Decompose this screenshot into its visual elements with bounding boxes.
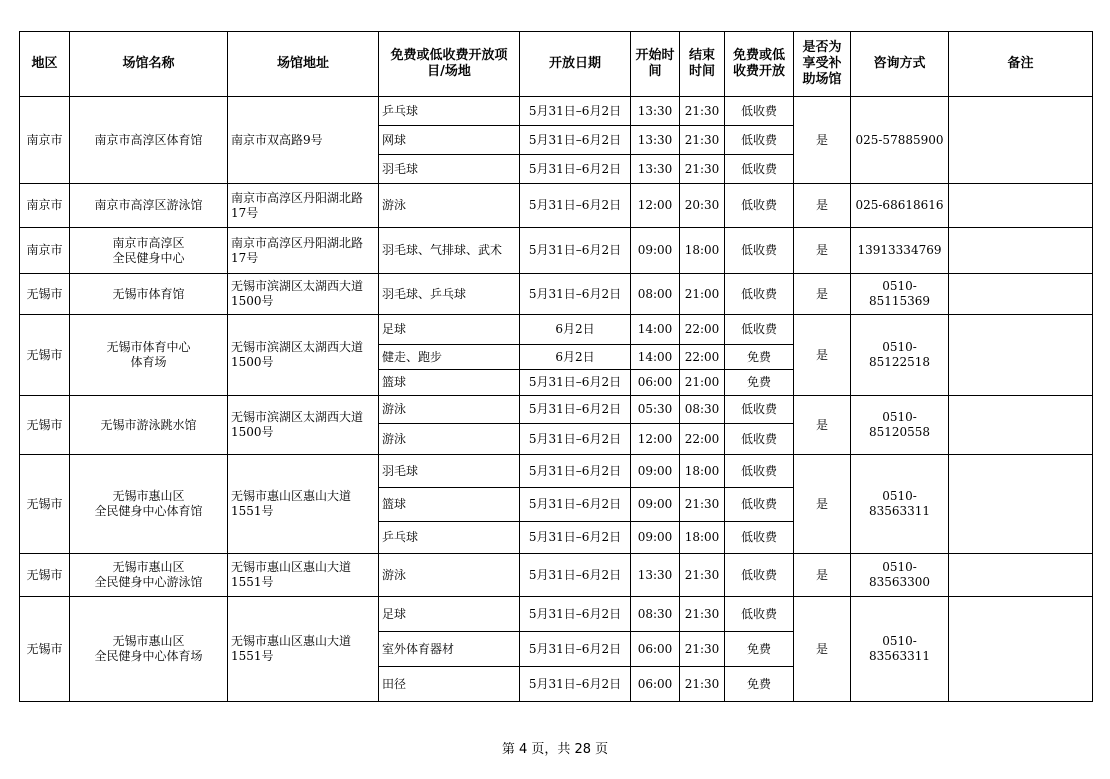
- cell-item: 游泳: [379, 424, 520, 455]
- table-row: [20, 184, 1093, 228]
- cell-start: 13:30: [631, 554, 680, 597]
- cell-start: 06:00: [631, 667, 680, 702]
- cell-notes: [949, 455, 1093, 554]
- cell-address: 南京市双高路9号: [228, 97, 379, 184]
- cell-start: 13:30: [631, 155, 680, 184]
- cell-item: 篮球: [379, 488, 520, 522]
- cell-contact: 025-68618616: [851, 184, 949, 228]
- cell-notes: [949, 396, 1093, 455]
- page-footer: 第 4 页，共 28 页: [501, 742, 609, 757]
- cell-dates: 5月31日–6月2日: [520, 522, 631, 554]
- cell-item: 游泳: [379, 184, 520, 228]
- cell-contact: 025-57885900: [851, 97, 949, 184]
- cell-subsidy: 是: [794, 97, 851, 184]
- cell-region: 南京市: [20, 228, 70, 274]
- cell-item: 足球: [379, 597, 520, 632]
- cell-start: 05:30: [631, 396, 680, 424]
- cell-item: 足球: [379, 315, 520, 345]
- cell-fee: 低收费: [725, 126, 794, 155]
- cell-end: 21:30: [680, 155, 725, 184]
- cell-dates: 5月31日–6月2日: [520, 597, 631, 632]
- cell-dates: 5月31日–6月2日: [520, 455, 631, 488]
- cell-dates: 5月31日–6月2日: [520, 424, 631, 455]
- cell-dates: 5月31日–6月2日: [520, 228, 631, 274]
- cell-start: 12:00: [631, 424, 680, 455]
- cell-region: 无锡市: [20, 455, 70, 554]
- cell-subsidy: 是: [794, 184, 851, 228]
- cell-notes: [949, 554, 1093, 597]
- table-row: [20, 97, 1093, 126]
- cell-dates: 6月2日: [520, 345, 631, 370]
- cell-fee: 免费: [725, 667, 794, 702]
- cell-dates: 5月31日–6月2日: [520, 97, 631, 126]
- cell-notes: [949, 97, 1093, 184]
- cell-end: 21:30: [680, 554, 725, 597]
- cell-venue: 南京市高淳区 全民健身中心: [70, 228, 228, 274]
- cell-region: 无锡市: [20, 554, 70, 597]
- cell-subsidy: 是: [794, 315, 851, 396]
- cell-fee: 免费: [725, 345, 794, 370]
- cell-venue: 无锡市体育中心 体育场: [70, 315, 228, 396]
- cell-dates: 5月31日–6月2日: [520, 155, 631, 184]
- cell-end: 21:30: [680, 632, 725, 667]
- cell-notes: [949, 184, 1093, 228]
- header-address: 场馆地址: [228, 32, 379, 97]
- cell-item: 健走、跑步: [379, 345, 520, 370]
- cell-start: 14:00: [631, 345, 680, 370]
- cell-fee: 免费: [725, 370, 794, 396]
- cell-contact: 0510-83563311: [851, 455, 949, 554]
- cell-fee: 免费: [725, 632, 794, 667]
- cell-venue: 南京市高淳区游泳馆: [70, 184, 228, 228]
- cell-item: 田径: [379, 667, 520, 702]
- cell-subsidy: 是: [794, 554, 851, 597]
- header-venue-name: 场馆名称: [70, 32, 228, 97]
- table-row: [20, 597, 1093, 632]
- cell-dates: 5月31日–6月2日: [520, 488, 631, 522]
- table-row: [20, 396, 1093, 424]
- cell-dates: 5月31日–6月2日: [520, 396, 631, 424]
- cell-start: 09:00: [631, 228, 680, 274]
- cell-notes: [949, 597, 1093, 702]
- cell-item: 羽毛球: [379, 155, 520, 184]
- venue-table: [19, 31, 1093, 702]
- cell-fee: 低收费: [725, 228, 794, 274]
- cell-venue: 无锡市体育馆: [70, 274, 228, 315]
- cell-fee: 低收费: [725, 522, 794, 554]
- header-items-text: 免费或低收费开放项目/场地: [390, 48, 508, 79]
- header-region: 地区: [20, 32, 70, 97]
- cell-region: 南京市: [20, 184, 70, 228]
- header-items: [379, 32, 520, 97]
- header-start: 开始时间: [631, 32, 680, 97]
- header-end: 结束时间: [680, 32, 725, 97]
- cell-fee: 低收费: [725, 424, 794, 455]
- header-subsidy: 是否为享受补助场馆: [794, 32, 851, 97]
- table-row: [20, 228, 1093, 274]
- cell-fee: 低收费: [725, 184, 794, 228]
- cell-item: 羽毛球、气排球、武术: [379, 228, 520, 274]
- cell-item: 乒乓球: [379, 97, 520, 126]
- cell-fee: 低收费: [725, 274, 794, 315]
- cell-dates: 5月31日–6月2日: [520, 274, 631, 315]
- cell-fee: 低收费: [725, 554, 794, 597]
- cell-address: 南京市高淳区丹阳湖北路17号: [228, 228, 379, 274]
- cell-start: 08:30: [631, 597, 680, 632]
- cell-start: 13:30: [631, 97, 680, 126]
- cell-end: 21:30: [680, 488, 725, 522]
- cell-address: 无锡市滨湖区太湖西大道1500号: [228, 274, 379, 315]
- cell-address: 无锡市惠山区惠山大道1551号: [228, 455, 379, 554]
- cell-fee: 低收费: [725, 315, 794, 345]
- cell-end: 08:30: [680, 396, 725, 424]
- cell-dates: 5月31日–6月2日: [520, 370, 631, 396]
- cell-dates: 5月31日–6月2日: [520, 184, 631, 228]
- cell-item: 网球: [379, 126, 520, 155]
- cell-subsidy: 是: [794, 228, 851, 274]
- cell-venue: 无锡市惠山区 全民健身中心游泳馆: [70, 554, 228, 597]
- table-header-row: [20, 32, 1093, 97]
- cell-dates: 6月2日: [520, 315, 631, 345]
- cell-start: 12:00: [631, 184, 680, 228]
- cell-venue: 无锡市惠山区 全民健身中心体育场: [70, 597, 228, 702]
- cell-fee: 低收费: [725, 597, 794, 632]
- cell-end: 22:00: [680, 345, 725, 370]
- cell-venue: 无锡市惠山区 全民健身中心体育馆: [70, 455, 228, 554]
- table-row: [20, 455, 1093, 488]
- cell-end: 21:30: [680, 667, 725, 702]
- cell-region: 无锡市: [20, 274, 70, 315]
- cell-fee: 低收费: [725, 97, 794, 126]
- cell-fee: 低收费: [725, 455, 794, 488]
- cell-item: 羽毛球: [379, 455, 520, 488]
- cell-venue: 无锡市游泳跳水馆: [70, 396, 228, 455]
- cell-address: 无锡市滨湖区太湖西大道1500号: [228, 315, 379, 396]
- cell-subsidy: 是: [794, 455, 851, 554]
- table-row: [20, 554, 1093, 597]
- cell-item: 室外体育器材: [379, 632, 520, 667]
- cell-start: 06:00: [631, 632, 680, 667]
- cell-contact: 13913334769: [851, 228, 949, 274]
- cell-end: 21:30: [680, 97, 725, 126]
- cell-dates: 5月31日–6月2日: [520, 632, 631, 667]
- cell-region: 无锡市: [20, 597, 70, 702]
- cell-start: 09:00: [631, 522, 680, 554]
- cell-subsidy: 是: [794, 597, 851, 702]
- cell-end: 18:00: [680, 228, 725, 274]
- cell-contact: 0510-85115369: [851, 274, 949, 315]
- header-dates: 开放日期: [520, 32, 631, 97]
- cell-start: 06:00: [631, 370, 680, 396]
- cell-region: 南京市: [20, 97, 70, 184]
- cell-address: 南京市高淳区丹阳湖北路17号: [228, 184, 379, 228]
- cell-contact: 0510-83563300: [851, 554, 949, 597]
- cell-start: 08:00: [631, 274, 680, 315]
- cell-contact: 0510-83563311: [851, 597, 949, 702]
- cell-fee: 低收费: [725, 396, 794, 424]
- cell-notes: [949, 228, 1093, 274]
- cell-end: 21:30: [680, 597, 725, 632]
- cell-end: 21:30: [680, 126, 725, 155]
- cell-contact: 0510-85120558: [851, 396, 949, 455]
- cell-end: 20:30: [680, 184, 725, 228]
- cell-end: 22:00: [680, 315, 725, 345]
- cell-start: 09:00: [631, 488, 680, 522]
- cell-end: 22:00: [680, 424, 725, 455]
- cell-address: 无锡市惠山区惠山大道1551号: [228, 597, 379, 702]
- cell-end: 21:00: [680, 274, 725, 315]
- cell-region: 无锡市: [20, 315, 70, 396]
- cell-notes: [949, 315, 1093, 396]
- cell-item: 羽毛球、乒乓球: [379, 274, 520, 315]
- cell-item: 游泳: [379, 396, 520, 424]
- header-contact: 咨询方式: [851, 32, 949, 97]
- cell-start: 14:00: [631, 315, 680, 345]
- table-row: [20, 315, 1093, 345]
- cell-end: 18:00: [680, 455, 725, 488]
- cell-address: 无锡市滨湖区太湖西大道1500号: [228, 396, 379, 455]
- cell-region: 无锡市: [20, 396, 70, 455]
- cell-dates: 5月31日–6月2日: [520, 667, 631, 702]
- cell-notes: [949, 274, 1093, 315]
- cell-start: 09:00: [631, 455, 680, 488]
- cell-item: 篮球: [379, 370, 520, 396]
- header-notes: 备注: [949, 32, 1093, 97]
- cell-item: 乒乓球: [379, 522, 520, 554]
- cell-subsidy: 是: [794, 396, 851, 455]
- cell-end: 18:00: [680, 522, 725, 554]
- cell-contact: 0510-85122518: [851, 315, 949, 396]
- cell-fee: 低收费: [725, 155, 794, 184]
- header-fee: 免费或低收费开放: [725, 32, 794, 97]
- cell-item: 游泳: [379, 554, 520, 597]
- cell-dates: 5月31日–6月2日: [520, 554, 631, 597]
- cell-venue: 南京市高淳区体育馆: [70, 97, 228, 184]
- cell-end: 21:00: [680, 370, 725, 396]
- cell-address: 无锡市惠山区惠山大道1551号: [228, 554, 379, 597]
- cell-start: 13:30: [631, 126, 680, 155]
- cell-subsidy: 是: [794, 274, 851, 315]
- cell-fee: 低收费: [725, 488, 794, 522]
- cell-dates: 5月31日–6月2日: [520, 126, 631, 155]
- table-row: [20, 274, 1093, 315]
